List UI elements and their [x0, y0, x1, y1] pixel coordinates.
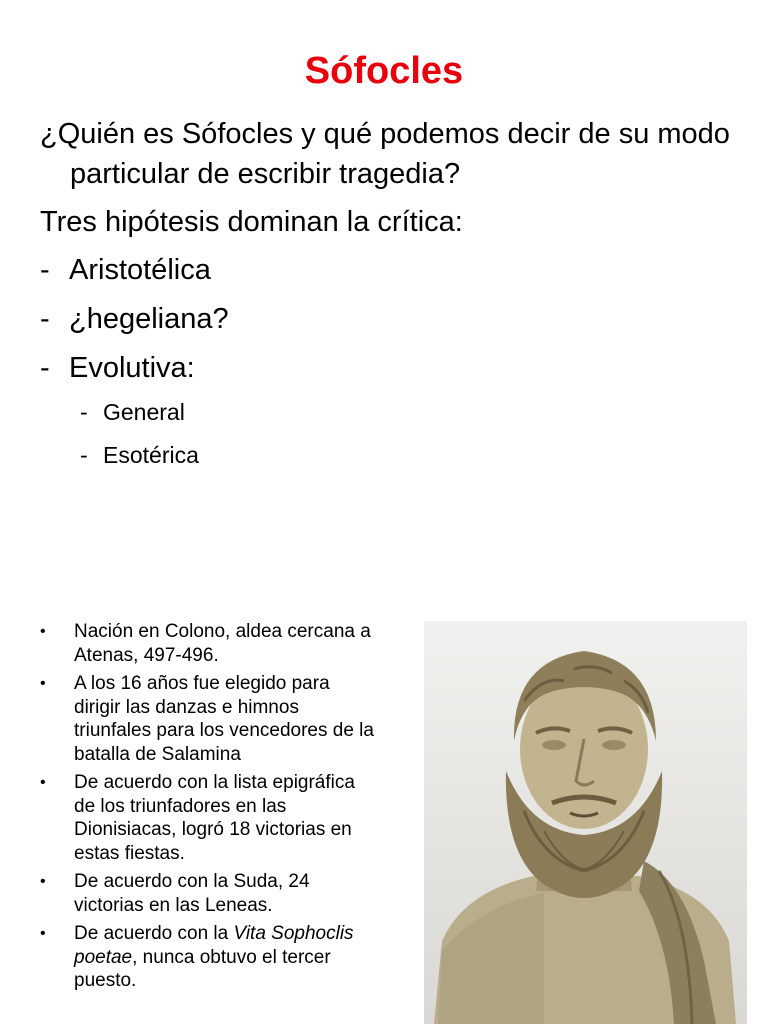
- subtype-item: [80, 397, 740, 427]
- vita-title: Vita Sophoclis poetae: [74, 923, 354, 968]
- subtype-label: Esotérica: [103, 442, 199, 468]
- bio-item: [40, 922, 380, 993]
- bio-item: [40, 771, 380, 865]
- hypothesis-label: Evolutiva:: [69, 352, 195, 384]
- bullet-marker: •: [40, 675, 46, 692]
- hypothesis-item: [40, 299, 740, 339]
- subtype-item: [80, 440, 740, 470]
- bio-text: A los 16 años fue elegido para dirigir las danzas e himnos triunfales para los vencedores de la batalla de Salamina: [74, 673, 374, 765]
- bullet-marker: •: [40, 925, 46, 942]
- vita-text-after: , nunca obtuvo el tercer puesto.: [74, 946, 331, 991]
- sophocles-bust-image: [424, 621, 747, 1024]
- hypothesis-item: [40, 348, 740, 388]
- bullet-marker: •: [40, 623, 46, 640]
- dash-marker: -: [80, 399, 88, 425]
- bio-item: [40, 672, 380, 766]
- main-content: [40, 114, 740, 483]
- dash-marker: -: [40, 352, 50, 384]
- hypotheses-heading: Tres hipótesis dominan la crítica:: [40, 206, 463, 238]
- evolutiva-subtypes: [80, 397, 740, 470]
- hypothesis-label: Aristotélica: [69, 254, 211, 286]
- bio-item: [40, 620, 380, 667]
- bio-text: Nación en Colono, aldea cercana a Atenas, 497-496.: [74, 621, 371, 666]
- bust-illustration: [424, 621, 747, 1024]
- hypothesis-item: [40, 250, 740, 290]
- bullet-marker: •: [40, 873, 46, 890]
- bio-text-vita: [74, 922, 380, 993]
- vita-text-before: De acuerdo con la: [74, 923, 234, 944]
- subtype-label: General: [103, 399, 185, 425]
- intro-question: ¿Quién es Sófocles y qué podemos decir de su modo particular de escribir tragedia?: [40, 118, 730, 190]
- bio-item: [40, 870, 380, 917]
- bullet-marker: •: [40, 774, 46, 791]
- hypothesis-label: ¿hegeliana?: [69, 303, 229, 335]
- dash-marker: -: [40, 254, 50, 286]
- bio-text: De acuerdo con la lista epigráfica de los triunfadores en las Dionisiacas, logró 18 victorias en estas fiestas.: [74, 772, 355, 864]
- dash-marker: -: [80, 442, 88, 468]
- biography-list: [40, 620, 380, 998]
- bio-text: De acuerdo con la Suda, 24 victorias en las Leneas.: [74, 871, 310, 916]
- dash-marker: -: [40, 303, 50, 335]
- slide-title: Sófocles: [304, 50, 464, 92]
